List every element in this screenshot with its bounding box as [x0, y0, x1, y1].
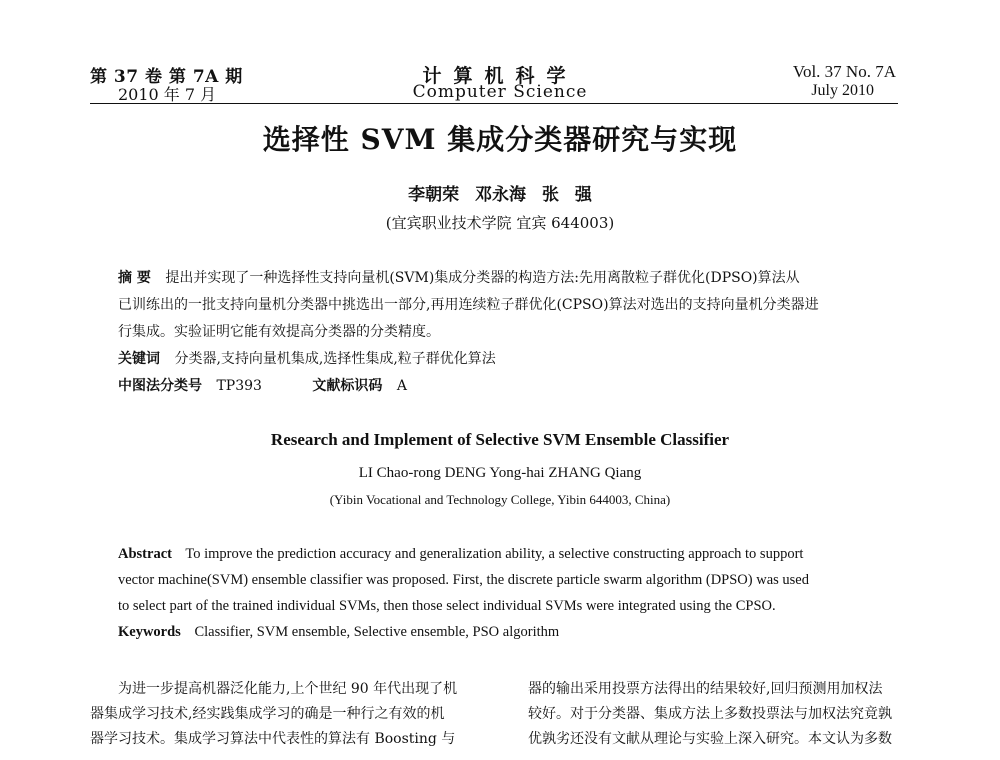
- body-column-right: [528, 677, 900, 752]
- journal-name-en: Computer Science: [412, 82, 588, 102]
- abstract-en-label: Abstract: [118, 546, 172, 562]
- abstract-cn-line: [118, 265, 898, 292]
- abstract-cn-text: 提出并实现了一种选择性支持向量机(SVM)集成分类器的构造方法:先用离散粒子群优化(DPSO)算法从: [165, 270, 800, 286]
- keywords-cn-line: [118, 346, 898, 373]
- abstract-cn-label: 摘 要: [118, 270, 151, 286]
- classification-label: 中图法分类号: [118, 378, 202, 394]
- keywords-en-line: [118, 619, 898, 645]
- issue-en: Vol. 37 No. 7A: [792, 62, 896, 81]
- abstract-cn-block: [118, 265, 898, 400]
- affiliation-en: (Yibin Vocational and Technology College, Yibin 644003, China): [329, 492, 671, 507]
- affiliation-cn: (宜宾职业技术学院 宜宾 644003): [385, 214, 615, 232]
- body-line: 器的输出采用投票方法得出的结果较好,回归预测用加权法: [528, 681, 883, 697]
- authors-cn: 李朝荣 邓永海 张 强: [408, 185, 592, 205]
- paper-title-cn: 选择性 SVM 集成分类器研究与实现: [262, 123, 738, 156]
- body-line: 优孰劣还没有文献从理论与实验上深入研究。本文认为多数: [528, 731, 892, 747]
- body-column-left: [90, 677, 462, 752]
- abstract-cn-line: 已训练出的一批支持向量机分类器中挑选出一部分,再用连续粒子群优化(CPSO)算法对选出的支持向量机分类器进: [118, 297, 819, 313]
- authors-en: LI Chao-rong DENG Yong-hai ZHANG Qiang: [358, 465, 642, 481]
- abstract-en-line: [118, 541, 898, 567]
- paper-title-en: Research and Implement of Selective SVM Ensemble Classifier: [270, 430, 730, 449]
- date-en: July 2010: [811, 82, 874, 99]
- doc-code-value: A: [396, 378, 407, 394]
- abstract-en-block: [118, 541, 898, 645]
- classification-line: [118, 373, 898, 400]
- body-line: 器集成学习技术,经实践集成学习的确是一种行之有效的机: [90, 706, 445, 722]
- abstract-en-line: vector machine(SVM) ensemble classifier was proposed. First, the discrete particle swarm algorithm (DPSO) was used: [118, 572, 809, 588]
- abstract-en-text: To improve the prediction accuracy and generalization ability, a selective constructing approach to support: [185, 546, 804, 562]
- body-line: 器学习技术。集成学习算法中代表性的算法有 Boosting 与: [90, 731, 456, 747]
- body-line: 为进一步提高机器泛化能力,上个世纪 90 年代出现了机: [118, 681, 458, 697]
- header-rule: [90, 103, 898, 104]
- keywords-en-label: Keywords: [118, 624, 181, 640]
- abstract-en-line: to select part of the trained individual SVMs, then those select individual SVMs were integrated using the CPSO.: [118, 598, 776, 614]
- body-line: 较好。对于分类器、集成方法上多数投票法与加权法究竟孰: [528, 706, 892, 722]
- classification-value: TP393: [216, 378, 262, 394]
- keywords-en-text: Classifier, SVM ensemble, Selective ensemble, PSO algorithm: [194, 624, 560, 640]
- keywords-cn-text: 分类器,支持向量机集成,选择性集成,粒子群优化算法: [174, 351, 496, 367]
- journal-name-cn: 计算机科学: [422, 65, 578, 87]
- keywords-cn-label: 关键词: [118, 351, 160, 367]
- date-cn: 2010 年 7 月: [118, 85, 217, 104]
- issue-cn: 第 37 卷 第 7A 期: [90, 67, 243, 87]
- abstract-cn-line: 行集成。实验证明它能有效提高分类器的分类精度。: [118, 324, 440, 340]
- doc-code-label: 文献标识码: [312, 378, 383, 394]
